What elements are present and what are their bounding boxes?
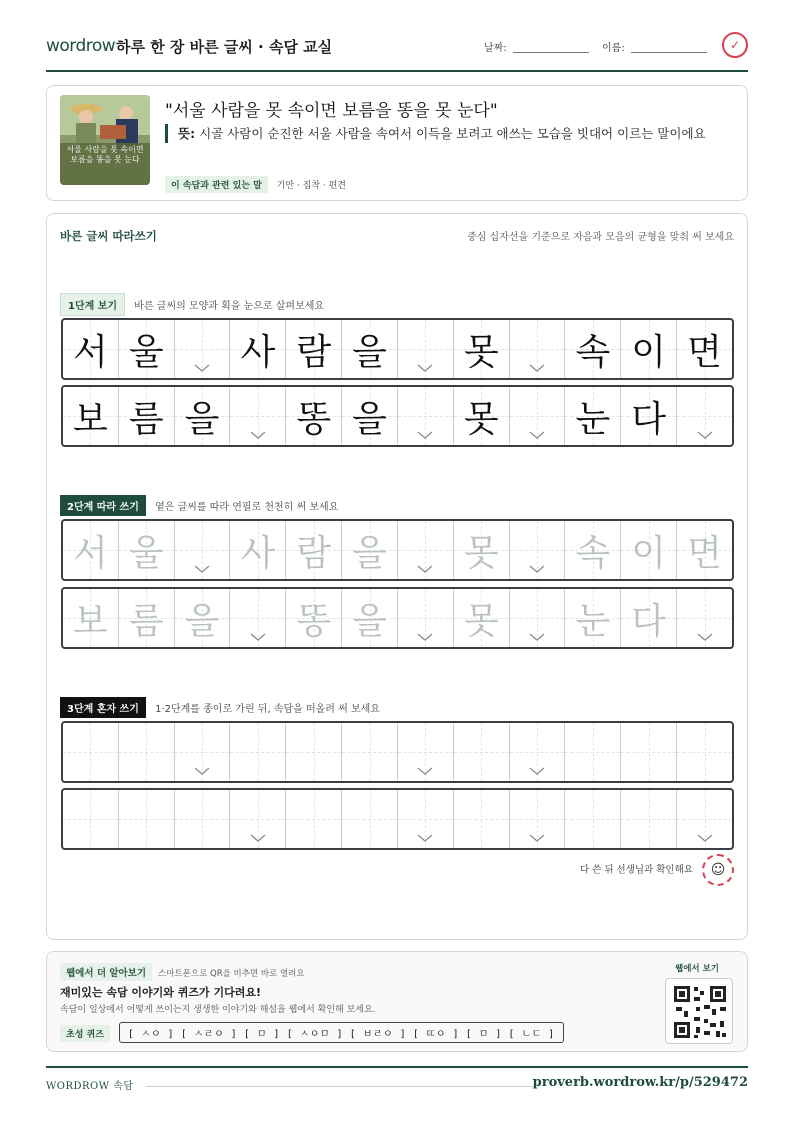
- name-field[interactable]: [602, 39, 707, 54]
- name-line: [631, 43, 707, 53]
- logo-text: wordrow: [46, 36, 116, 56]
- grid-cell[interactable]: [565, 723, 621, 781]
- grid-cell[interactable]: [398, 723, 454, 781]
- grid-cell[interactable]: [119, 589, 175, 647]
- stage-2-desc: 옅은 글씨를 따라 연필로 천천히 써 보세요: [155, 502, 339, 513]
- grid-cell[interactable]: [230, 521, 286, 579]
- proverb-card: [46, 85, 748, 201]
- space-mark-icon: [529, 565, 545, 573]
- web-description: 속담이 일상에서 어떻게 쓰이는지 생생한 이야기와 해설을 웹에서 확인해 보세요.: [60, 1005, 376, 1015]
- grid-glyph: 사: [240, 331, 276, 373]
- grid-glyph: 보: [73, 600, 108, 642]
- footer-divider: [146, 1086, 536, 1087]
- grid-glyph: 다: [631, 398, 667, 440]
- web-card: [46, 951, 748, 1052]
- space-mark-icon: [697, 431, 713, 439]
- teacher-check-text: 다 쓴 뒤 선생님과 확인해요: [579, 864, 693, 876]
- grid-cell[interactable]: [63, 790, 119, 848]
- grid-glyph: 눈: [575, 398, 611, 440]
- grid-glyph: 을: [184, 600, 220, 642]
- grid-cell: [175, 387, 231, 445]
- space-mark-icon: [529, 767, 545, 775]
- grid-glyph: 못: [463, 331, 499, 373]
- grid-cell[interactable]: [342, 521, 398, 579]
- grid-glyph: 을: [352, 331, 387, 373]
- space-mark-icon: [417, 431, 433, 439]
- space-mark-icon: [697, 834, 713, 842]
- grid-cell: [565, 387, 621, 445]
- grid-cell: [398, 387, 454, 445]
- grid-glyph: 울: [128, 331, 164, 373]
- grid-cell[interactable]: [63, 521, 119, 579]
- grid-cell[interactable]: [677, 589, 732, 647]
- quiz-box: [ ㅅㅇ ] [ ㅅㄹㅇ ] [ ㅁ ] [ ㅅㅇㅁ ] [ ㅂㄹㅇ ] [ ㄸㅇ ] [ ㅁ ] [ ㄴㄷ ]: [119, 1022, 564, 1043]
- grid-cell: [63, 320, 119, 378]
- grid-cell[interactable]: [175, 589, 231, 647]
- space-mark-icon: [529, 633, 545, 641]
- qr-code-icon[interactable]: [665, 978, 733, 1044]
- grid-cell[interactable]: [621, 589, 677, 647]
- grid-cell: [286, 387, 342, 445]
- grid-glyph: 보: [73, 398, 108, 440]
- space-mark-icon: [529, 431, 545, 439]
- grid-glyph: 름: [128, 398, 164, 440]
- space-mark-icon: [417, 364, 433, 372]
- space-mark-icon: [194, 565, 210, 573]
- grid-cell: [175, 320, 231, 378]
- space-mark-icon: [250, 834, 266, 842]
- space-mark-icon: [417, 767, 433, 775]
- related-label: 이 속담과 관련 있는 말: [165, 176, 268, 193]
- stage-2-row-1[interactable]: [61, 519, 734, 581]
- stage-3-label: [60, 697, 380, 718]
- grid-cell[interactable]: [63, 723, 119, 781]
- grid-glyph: 서: [73, 331, 108, 373]
- grid-cell[interactable]: [454, 521, 510, 579]
- grid-cell[interactable]: [677, 723, 732, 781]
- grid-cell[interactable]: [119, 723, 175, 781]
- grid-cell: [119, 320, 175, 378]
- grid-glyph: 사: [240, 532, 276, 574]
- grid-glyph: 을: [352, 600, 387, 642]
- grid-cell[interactable]: [175, 790, 231, 848]
- grid-cell[interactable]: [454, 589, 510, 647]
- space-mark-icon: [250, 431, 266, 439]
- grid-cell[interactable]: [175, 521, 231, 579]
- grid-glyph: 속: [575, 331, 611, 373]
- grid-cell[interactable]: [230, 790, 286, 848]
- grid-glyph: 똥: [296, 398, 332, 440]
- grid-cell[interactable]: [621, 723, 677, 781]
- wordrow-logo: [46, 36, 115, 56]
- grid-cell[interactable]: [286, 589, 342, 647]
- grid-cell[interactable]: [510, 521, 566, 579]
- grid-cell[interactable]: [398, 521, 454, 579]
- date-label: 날짜:: [484, 43, 507, 54]
- grid-glyph: 이: [631, 532, 667, 574]
- web-tag: [60, 963, 305, 981]
- grid-glyph: 못: [463, 532, 499, 574]
- meaning-label: 뜻:: [178, 126, 196, 141]
- grid-glyph: 을: [184, 398, 220, 440]
- space-mark-icon: [250, 633, 266, 641]
- grid-cell[interactable]: [565, 790, 621, 848]
- grid-cell[interactable]: [230, 723, 286, 781]
- illustration-caption: [60, 145, 150, 165]
- space-mark-icon: [529, 364, 545, 372]
- grid-cell[interactable]: [342, 790, 398, 848]
- grid-cell: [230, 320, 286, 378]
- grid-glyph: 눈: [575, 600, 611, 642]
- grid-cell[interactable]: [286, 723, 342, 781]
- related-words-list: 기만 · 집착 · 편견: [276, 181, 346, 191]
- grid-cell[interactable]: [286, 521, 342, 579]
- grid-cell: [677, 387, 732, 445]
- date-field[interactable]: [484, 39, 589, 54]
- space-mark-icon: [417, 834, 433, 842]
- space-mark-icon: [417, 633, 433, 641]
- grid-cell[interactable]: [454, 790, 510, 848]
- grid-cell[interactable]: [342, 589, 398, 647]
- grid-cell[interactable]: [565, 589, 621, 647]
- grid-cell[interactable]: [510, 589, 566, 647]
- grid-glyph: 이: [631, 331, 667, 373]
- space-mark-icon: [697, 633, 713, 641]
- grid-cell[interactable]: [230, 589, 286, 647]
- grid-cell: [63, 387, 119, 445]
- grid-cell[interactable]: [63, 589, 119, 647]
- name-label: 이름:: [602, 43, 625, 54]
- grid-glyph: 다: [631, 600, 667, 642]
- grid-cell[interactable]: [398, 589, 454, 647]
- grid-cell: [454, 387, 510, 445]
- grid-glyph: 서: [73, 532, 108, 574]
- illustration-caption-line-1: 서울 사람을 못 속이면: [66, 145, 144, 154]
- grid-glyph: 똥: [296, 600, 332, 642]
- grid-cell: [342, 387, 398, 445]
- initial-quiz: [60, 1022, 564, 1043]
- space-mark-icon: [194, 767, 210, 775]
- grid-cell[interactable]: [454, 723, 510, 781]
- stage-1-desc: 바른 글씨의 모양과 획을 눈으로 살펴보세요: [134, 301, 325, 312]
- page-header: [46, 30, 748, 72]
- grid-glyph: 면: [687, 331, 722, 373]
- grid-glyph: 람: [296, 331, 332, 373]
- stage-2-label: [60, 495, 338, 516]
- grid-glyph: 람: [296, 532, 332, 574]
- stage-2-row-2[interactable]: [61, 587, 734, 649]
- grid-cell: [621, 320, 677, 378]
- stage-1-row-1: [61, 318, 734, 380]
- grid-cell: [621, 387, 677, 445]
- grid-cell: [510, 387, 566, 445]
- illustration-caption-line-2: 보름을 똥을 못 눈다: [70, 155, 140, 164]
- stage-1-label: [60, 293, 324, 316]
- grid-cell: [286, 320, 342, 378]
- grid-glyph: 면: [687, 532, 722, 574]
- date-line: [513, 43, 589, 53]
- grid-glyph: 못: [463, 600, 499, 642]
- teacher-check: [580, 854, 734, 886]
- grid-glyph: 못: [463, 398, 499, 440]
- grid-glyph: 속: [575, 532, 611, 574]
- grid-cell[interactable]: [677, 790, 732, 848]
- grid-cell: [230, 387, 286, 445]
- stage-3-tag: 3단계 혼자 쓰기: [60, 697, 146, 718]
- grid-cell[interactable]: [510, 723, 566, 781]
- check-stamp-icon: ✓: [722, 32, 748, 58]
- grid-glyph: 울: [128, 532, 164, 574]
- grid-cell[interactable]: [565, 521, 621, 579]
- good-job-stamp-icon: ☺: [702, 854, 734, 886]
- stage-1-row-2: [61, 385, 734, 447]
- web-headline: 재미있는 속담 이야기와 퀴즈가 기다려요!: [60, 986, 261, 999]
- grid-cell[interactable]: [510, 790, 566, 848]
- space-mark-icon: [194, 364, 210, 372]
- grid-cell[interactable]: [621, 521, 677, 579]
- meaning-text: 시골 사람이 순진한 서울 사람을 속여서 이득을 보려고 애쓰는 모습을 빗대어 이르는 말이에요: [199, 126, 706, 141]
- space-mark-icon: [529, 834, 545, 842]
- web-tag-hint: 스마트폰으로 QR을 비추면 바로 열려요: [158, 969, 305, 979]
- page-footer: [46, 1066, 748, 1102]
- grid-cell: [677, 320, 732, 378]
- stage-2-tag: 2단계 따라 쓰기: [60, 495, 146, 516]
- related-words: [165, 176, 346, 193]
- stage-3-row-1[interactable]: [61, 721, 734, 783]
- grid-cell[interactable]: [621, 790, 677, 848]
- grid-cell[interactable]: [119, 521, 175, 579]
- proverb-title: "서울 사람을 못 속이면 보름을 똥을 못 눈다": [165, 101, 498, 121]
- grid-cell[interactable]: [119, 790, 175, 848]
- grid-cell: [510, 320, 566, 378]
- grid-glyph: 름: [128, 600, 164, 642]
- web-tag-label: 웹에서 더 알아보기: [60, 963, 152, 981]
- practice-title: 바른 글씨 따라쓰기: [60, 229, 157, 243]
- proverb-illustration: [60, 95, 150, 185]
- grid-cell: [119, 387, 175, 445]
- footer-url-link[interactable]: proverb.wordrow.kr/p/529472: [532, 1075, 748, 1090]
- grid-cell[interactable]: [398, 790, 454, 848]
- grid-cell[interactable]: [677, 521, 732, 579]
- grid-cell[interactable]: [175, 723, 231, 781]
- practice-hint: 중심 십자선을 기준으로 자음과 모음의 균형을 맞춰 써 보세요: [467, 232, 734, 243]
- footer-brand: WORDROW 속담: [46, 1081, 134, 1092]
- grid-cell: [565, 320, 621, 378]
- grid-cell[interactable]: [342, 723, 398, 781]
- space-mark-icon: [417, 565, 433, 573]
- grid-cell[interactable]: [286, 790, 342, 848]
- site-title: 하루 한 장 바른 글씨 · 속담 교실: [116, 38, 333, 56]
- grid-glyph: 을: [352, 398, 387, 440]
- meaning-box: [165, 124, 735, 143]
- stage-1-tag: 1단계 보기: [60, 293, 125, 316]
- grid-cell: [398, 320, 454, 378]
- qr-label: 웹에서 보기: [674, 964, 719, 974]
- quiz-label: 초성 퀴즈: [60, 1025, 110, 1042]
- stage-3-desc: 1·2단계를 종이로 가린 뒤, 속담을 떠올려 써 보세요: [155, 704, 380, 715]
- practice-card: [46, 213, 748, 940]
- grid-cell: [342, 320, 398, 378]
- grid-glyph: 을: [352, 532, 387, 574]
- grid-cell: [454, 320, 510, 378]
- stage-3-row-2[interactable]: [61, 788, 734, 850]
